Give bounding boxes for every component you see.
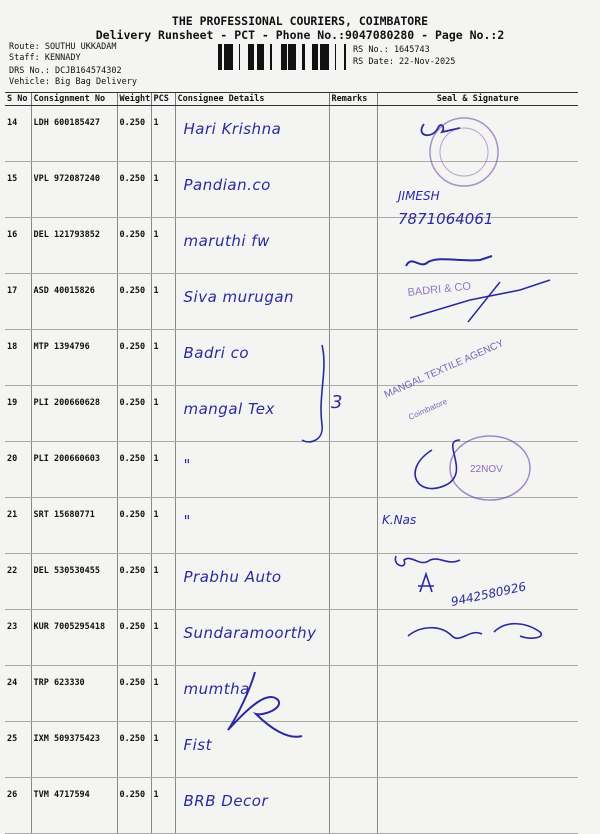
col-remarks: Remarks [329,93,377,106]
cell-remarks [329,778,377,834]
consignee-handwriting: Fist [183,736,212,754]
cell-signature [377,722,578,778]
badri-stamp-text: BADRI & CO [407,280,472,299]
cell-sno: 25 [5,722,31,778]
cell-pcs: 1 [151,162,175,218]
sig16-name: JIMESH [398,189,440,203]
consignee-handwriting: Prabhu Auto [183,568,282,586]
cell-weight: 0.250 [117,106,151,162]
cell-signature [377,386,578,442]
cell-consignee [175,386,329,442]
cell-weight: 0.250 [117,442,151,498]
cell-signature [377,330,578,386]
cell-remarks [329,330,377,386]
cell-consignee [175,218,329,274]
cell-pcs: 1 [151,554,175,610]
cell-remarks [329,274,377,330]
cell-remarks [329,442,377,498]
cell-pcs: 1 [151,666,175,722]
consignee-handwriting: mangal Tex [183,400,275,418]
table-row [5,274,578,330]
cell-sno: 24 [5,666,31,722]
consignee-handwriting: Sundaramoorthy [183,624,317,642]
table-row [5,722,578,778]
cell-cno: LDH 600185427 [31,106,117,162]
cell-signature [377,442,578,498]
rs-info [353,44,455,68]
cell-consignee [175,610,329,666]
consignee-handwriting: Pandian.co [183,176,271,194]
cell-pcs: 1 [151,106,175,162]
cell-signature [377,610,578,666]
col-sno: S No [5,93,31,106]
cell-signature [377,274,578,330]
sig23-text: K.Nas [382,513,417,527]
sig16-phone: 7871064061 [398,210,494,228]
company-title: THE PROFESSIONAL COURIERS, COIMBATORE [171,14,429,28]
cell-pcs: 1 [151,442,175,498]
cell-sno: 26 [5,778,31,834]
rs-date: RS Date: 22-Nov-2025 [353,57,456,67]
cell-remarks [329,666,377,722]
col-pcs: PCS [151,93,175,106]
cell-consignee [175,106,329,162]
col-consignment: Consignment No [31,93,117,106]
cell-signature [377,218,578,274]
cell-remarks [329,386,377,442]
cell-pcs: 1 [151,386,175,442]
table-row [5,778,578,834]
cell-sno: 15 [5,162,31,218]
cell-pcs: 1 [151,498,175,554]
consignee-handwriting: BRB Decor [183,792,269,810]
cell-sno: 23 [5,610,31,666]
cell-pcs: 1 [151,610,175,666]
cell-weight: 0.250 [117,162,151,218]
cell-sno: 18 [5,330,31,386]
table-row [5,442,578,498]
mangal-stamp-city: Coimbatore [407,396,449,422]
cell-weight: 0.250 [117,722,151,778]
consignee-handwriting: Hari Krishna [183,120,282,138]
barcode [218,44,346,70]
vehicle-label: Vehicle: Big Bag Delivery [9,77,137,87]
route-label: Route: SOUTHU UKKADAM [9,42,117,52]
cell-weight: 0.250 [117,778,151,834]
rs-number: RS No.: 1645743 [353,45,430,55]
cell-sno: 22 [5,554,31,610]
col-signature: Seal & Signature [377,93,578,106]
table-row [5,666,578,722]
cell-signature [377,162,578,218]
cell-cno: DEL 530530455 [31,554,117,610]
table-row [5,162,578,218]
cell-signature [377,666,578,722]
col-consignee: Consignee Details [175,93,329,106]
cell-consignee [175,498,329,554]
col-weight: Weight [117,93,151,106]
table-row [5,498,578,554]
cell-sno: 20 [5,442,31,498]
cell-cno: TRP 623330 [31,666,117,722]
table-row [5,218,578,274]
cell-signature [377,554,578,610]
cell-sno: 16 [5,218,31,274]
cell-cno: PLI 200660628 [31,386,117,442]
cell-consignee [175,722,329,778]
cell-cno: DEL 121793852 [31,218,117,274]
table-row [5,330,578,386]
cell-consignee [175,442,329,498]
cell-pcs: 1 [151,722,175,778]
cell-cno: VPL 972087240 [31,162,117,218]
cell-cno: TVM 4717594 [31,778,117,834]
cell-sno: 19 [5,386,31,442]
cell-weight: 0.250 [117,330,151,386]
cell-cno: MTP 1394796 [31,330,117,386]
staff-label: Staff: KENNADY [9,53,81,63]
consignee-handwriting: " [183,456,191,474]
cell-sno: 21 [5,498,31,554]
cell-pcs: 1 [151,274,175,330]
table-row [5,106,578,162]
cell-weight: 0.250 [117,498,151,554]
runsheet-table [5,92,578,834]
consignee-handwriting: Badri co [183,344,250,362]
table-row [5,386,578,442]
cell-pcs: 1 [151,330,175,386]
cell-remarks [329,218,377,274]
cell-weight: 0.250 [117,386,151,442]
table-row [5,554,578,610]
cell-cno: IXM 509375423 [31,722,117,778]
runsheet-subtitle: Delivery Runsheet - PCT - Phone No.:9047080280 - Page No.:2 [95,28,505,42]
cell-cno: SRT 15680771 [31,498,117,554]
cell-consignee [175,778,329,834]
cell-weight: 0.250 [117,554,151,610]
table-row [5,610,578,666]
cell-weight: 0.250 [117,610,151,666]
cell-cno: ASD 40015826 [31,274,117,330]
cell-weight: 0.250 [117,218,151,274]
consignee-handwriting: " [183,512,191,530]
cell-cno: PLI 200660603 [31,442,117,498]
cell-remarks [329,162,377,218]
table-header-row [5,93,578,106]
cell-remarks [329,554,377,610]
cell-consignee [175,666,329,722]
sig25-phone: 9442580926 [449,579,528,609]
consignee-handwriting: mumtha [183,680,250,698]
cell-consignee [175,162,329,218]
cell-sno: 17 [5,274,31,330]
consignee-handwriting: Siva murugan [183,288,295,306]
cell-remarks [329,722,377,778]
cell-weight: 0.250 [117,274,151,330]
consignee-handwriting: maruthi fw [183,232,270,250]
mangal-stamp-text: MANGAL TEXTILE AGENCY [382,338,506,401]
group-bracket-label: 3 [331,392,343,413]
drs-label: DRS No.: DCJB164574302 [9,66,122,76]
cell-consignee [175,274,329,330]
cell-remarks [329,610,377,666]
cell-remarks [329,106,377,162]
cell-cno: KUR 7005295418 [31,610,117,666]
cell-consignee [175,554,329,610]
cell-sno: 14 [5,106,31,162]
cell-signature [377,106,578,162]
cell-signature [377,778,578,834]
cell-consignee [175,330,329,386]
cell-pcs: 1 [151,218,175,274]
cell-weight: 0.250 [117,666,151,722]
cell-remarks [329,498,377,554]
prabhu-stamp-date: 22NOV [470,464,503,475]
cell-signature [377,498,578,554]
cell-pcs: 1 [151,778,175,834]
